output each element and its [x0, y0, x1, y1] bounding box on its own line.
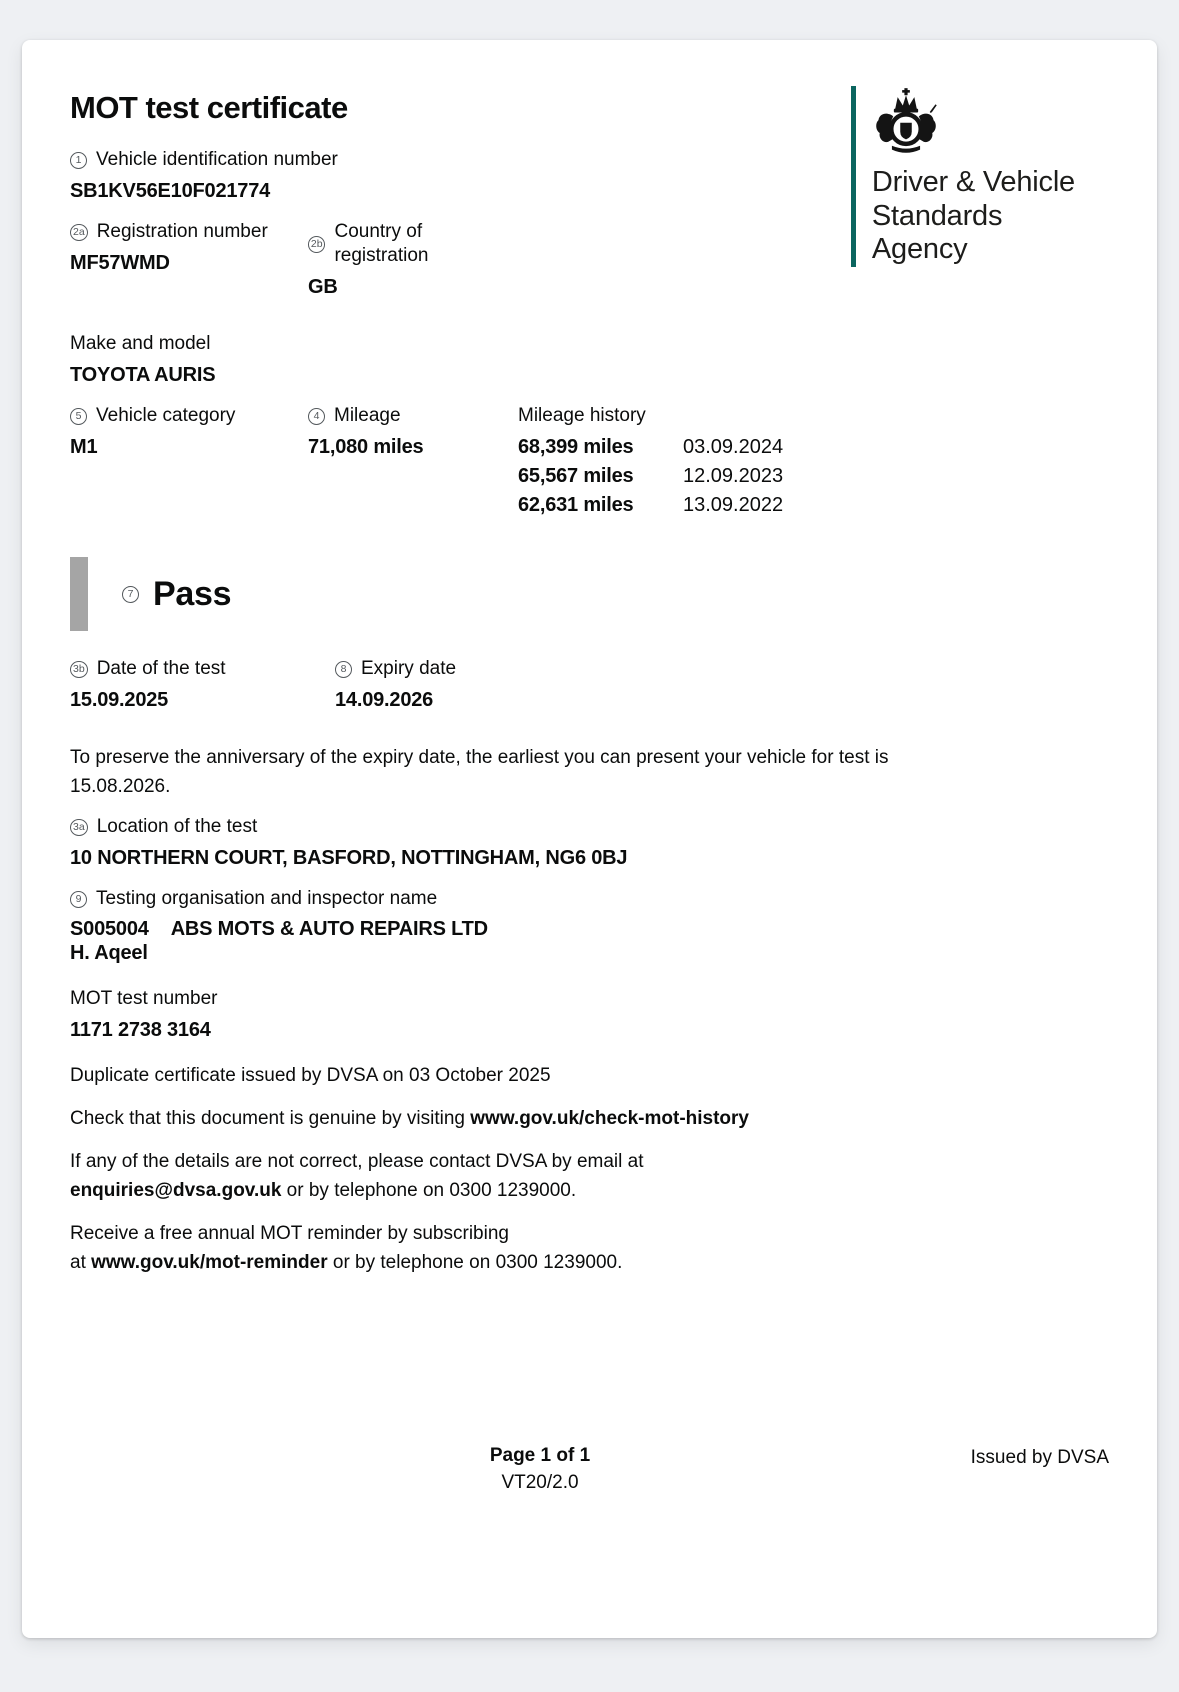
ref-3a-badge: 3a [70, 819, 88, 836]
ref-8-badge: 8 [335, 661, 352, 678]
issued-by: Issued by DVSA [970, 1447, 1109, 1468]
contact-note: If any of the details are not correct, please contact DVSA by email at enquiries@dvsa.gov.uk or by telephone on 0300 1239000. [70, 1151, 644, 1201]
mot-certificate-page [22, 40, 1157, 1638]
expiry-date-label: Expiry date [361, 658, 457, 679]
ref-4-badge: 4 [308, 408, 325, 425]
ref-2a-badge: 2a [70, 224, 88, 241]
duplicate-note: Duplicate certificate issued by DVSA on 03 October 2025 [70, 1065, 551, 1086]
location-label: Location of the test [96, 816, 258, 837]
make-model-value: TOYOTA AURIS [70, 364, 216, 386]
expiry-date-field [335, 657, 1109, 713]
vehicle-category-field [70, 404, 308, 521]
registration-field [70, 220, 308, 300]
history-miles: 65,567 miles [518, 465, 634, 487]
location-field [70, 815, 1109, 871]
test-date-label: Date of the test [96, 658, 226, 679]
test-result-value: Pass [153, 574, 232, 613]
country-field [308, 220, 518, 300]
logo-text-line3: Agency [871, 233, 968, 266]
test-result-banner [70, 557, 1109, 631]
vehicle-category-label: Vehicle category [96, 405, 236, 426]
dvsa-email-link: enquiries@dvsa.gov.uk [70, 1180, 282, 1201]
page-number: Page 1 of 1 [489, 1445, 591, 1466]
registration-label: Registration number [96, 221, 268, 242]
dvsa-logo [851, 86, 1075, 267]
location-value: 10 NORTHERN COURT, BASFORD, NOTTINGHAM, NG6 0BJ [70, 847, 628, 869]
ref-2b-badge: 2b [308, 236, 325, 253]
mot-reminder-link: www.gov.uk/mot-reminder [91, 1252, 328, 1273]
history-date: 13.09.2022 [683, 494, 784, 516]
country-label: Country of registration [334, 221, 429, 266]
test-date-field [70, 657, 335, 713]
vehicle-category-value: M1 [70, 436, 98, 458]
logo-text-line1: Driver & Vehicle [871, 166, 1075, 198]
testing-organisation-label: Testing organisation and inspector name [96, 888, 438, 909]
result-accent-bar [70, 557, 88, 631]
ref-7-badge: 7 [122, 586, 139, 603]
mileage-row [70, 404, 1109, 537]
dates-row [70, 657, 1109, 729]
country-value: GB [308, 276, 338, 298]
mot-test-number-label: MOT test number [70, 988, 218, 1009]
form-version: VT20/2.0 [501, 1472, 579, 1493]
expiry-date-value: 14.09.2026 [335, 689, 434, 711]
registration-value: MF57WMD [70, 252, 170, 274]
mot-test-number-value: 1171 2738 3164 [70, 1019, 211, 1041]
check-genuine-note: Check that this document is genuine by visiting www.gov.uk/check-mot-history [70, 1108, 749, 1129]
mileage-history-row [518, 434, 783, 463]
ref-3b-badge: 3b [70, 661, 88, 678]
footer-page-info [490, 1442, 590, 1496]
reminder-note: Receive a free annual MOT reminder by subscribing at www.gov.uk/mot-reminder or by telephone on 0300 1239000. [70, 1223, 623, 1273]
mot-test-number-field [70, 987, 1109, 1043]
history-miles: 68,399 miles [518, 436, 634, 458]
anniversary-note: To preserve the anniversary of the expiry date, the earliest you can present your vehicle for test is 15.08.2026. [70, 747, 889, 797]
history-date: 03.09.2024 [683, 436, 784, 458]
mileage-history-row [518, 492, 783, 521]
logo-accent-bar [851, 86, 856, 267]
logo-text-line2: Standards [871, 199, 1003, 232]
make-model-field [70, 332, 1109, 388]
vin-value: SB1KV56E10F021774 [70, 180, 271, 202]
mileage-history-label: Mileage history [518, 405, 646, 426]
ref-1-badge: 1 [70, 152, 87, 169]
royal-crest-icon [874, 88, 938, 160]
mileage-history-field [518, 404, 1109, 521]
testing-organisation-field [70, 887, 1109, 965]
mileage-label: Mileage [334, 405, 401, 426]
mileage-field [308, 404, 518, 521]
history-date: 12.09.2023 [683, 465, 784, 487]
mileage-value: 71,080 miles [308, 436, 424, 458]
mileage-history-row [518, 463, 783, 492]
mileage-history-table [518, 434, 783, 521]
page-title: MOT test certificate [70, 90, 348, 125]
testing-site-number: S005004 [70, 918, 149, 940]
check-mot-history-link: www.gov.uk/check-mot-history [470, 1108, 749, 1129]
make-model-label: Make and model [70, 333, 211, 354]
history-miles: 62,631 miles [518, 494, 634, 516]
inspector-name: H. Aqeel [70, 942, 148, 964]
vin-label: Vehicle identification number [96, 149, 338, 170]
test-date-value: 15.09.2025 [70, 689, 169, 711]
ref-5-badge: 5 [70, 408, 87, 425]
ref-9-badge: 9 [70, 891, 87, 908]
testing-organisation-name: ABS MOTS & AUTO REPAIRS LTD [170, 918, 488, 940]
